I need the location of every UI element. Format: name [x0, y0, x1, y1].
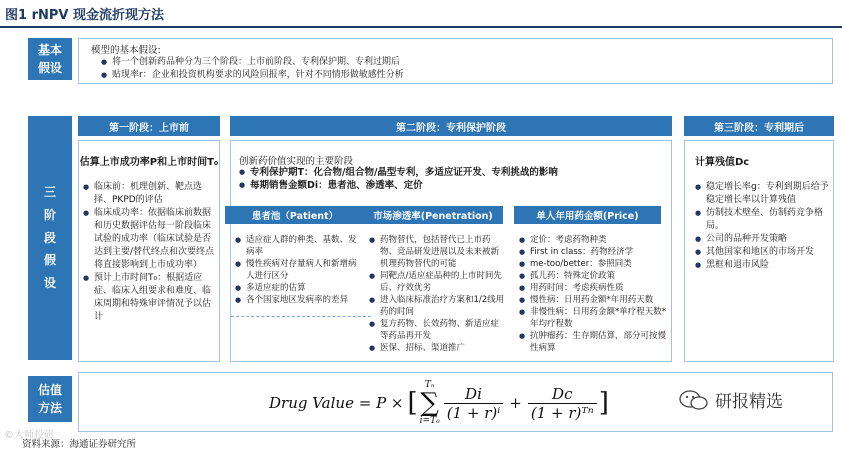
list-item: ● 贴现率r：企业和投资机构要求的风险回报率，针对不同情形做敏感性分析	[101, 69, 821, 82]
source-note: 资料来源：海通证券研究所	[22, 439, 137, 450]
frac2-numerator: Dc	[552, 384, 573, 403]
list-item: ● 药物替代，包括替代已上市药物、竞品研发进展以及未来被新机理药物替代的可能	[369, 234, 505, 270]
valuation-label: 估值 方法	[28, 376, 72, 422]
phase3-list	[695, 181, 829, 272]
list-item: ● 同靶点/适应症品种的上市时间先后、疗效优劣	[369, 270, 505, 294]
phase2-title: 第二阶段：专利保护阶段	[230, 116, 672, 136]
valuation-panel	[78, 372, 833, 432]
phase2-list	[239, 166, 667, 192]
list-item: ● 稳定增长率g：专利到期后给予稳定增长率以计算残值	[695, 181, 829, 207]
list-item: ● 适应症人群的种类、基数、发病率	[235, 234, 359, 258]
list-item: ● 非慢性病：日用药金额*单疗程天数*年均疗程数	[519, 306, 669, 330]
watermark	[679, 387, 783, 412]
frac1-numerator: Di	[465, 384, 482, 403]
plus-sign: +	[509, 394, 522, 412]
title-divider	[0, 26, 842, 28]
sigma-icon: ∑	[420, 388, 439, 418]
patient-pool-list	[235, 234, 359, 306]
list-item: ● 专利保护期T：化合物/组合物/晶型专利，多适应证开发、专利挑战的影响	[239, 166, 667, 179]
patient-pool-header: 患者池（Patient）	[225, 206, 365, 224]
list-item: ● 将一个创新药品种分为三个阶段：上市前阶段、专利保护期、专利过期后	[101, 56, 821, 69]
bracket-close: ]	[598, 388, 609, 418]
wechat-icon	[679, 389, 709, 411]
basic-assumption-label: 基本 假设	[28, 38, 72, 80]
figure-title: 图1 rNPV 现金流折现方法	[5, 8, 164, 23]
summation	[420, 380, 440, 426]
phase3-title: 第三阶段：专利期后	[684, 116, 834, 136]
bracket-open: [	[407, 388, 418, 418]
phase3-panel	[684, 140, 834, 362]
list-item: ● 孤儿药：特殊定价政策	[519, 270, 669, 282]
phase3-heading: 计算残值Dc	[695, 157, 750, 168]
divider	[231, 316, 371, 317]
fraction-dc	[528, 385, 597, 422]
list-item: ● 用药时间：考虑疾病性质	[519, 282, 669, 294]
sum-upper: Tₙ	[424, 380, 435, 390]
phase1-panel	[78, 140, 220, 362]
phase1-title: 第一阶段：上市前	[78, 116, 220, 136]
list-item: ● 公司的品种开发策略	[695, 233, 829, 246]
list-item: ● 进入临床标准治疗方案和1/2线用药的时间	[369, 294, 505, 318]
list-item: ● 定价：考虑药物种类	[519, 234, 669, 246]
list-item: ● 各个国家地区发病率的差异	[235, 294, 359, 306]
formula-lhs: Drug Value = P ×	[269, 394, 404, 412]
phase2-intro: 创新药价值实现的主要阶段	[239, 156, 354, 167]
list-item: ● 临床前：机理创新、靶点选择、PKPD的评估	[83, 181, 217, 207]
list-item: ● 黑框和退市风险	[695, 259, 829, 272]
phase1-list	[83, 181, 217, 324]
watermark-text: 研报精选	[715, 392, 783, 412]
watermark-left: ©大师投研	[4, 430, 54, 441]
list-item: ● 医保、招标、渠道推广	[369, 342, 505, 354]
list-item: ● 每期销售金额Di：患者池、渗透率、定价	[239, 179, 667, 192]
list-item: ● me-too/better：参照同类	[519, 258, 669, 270]
list-item: ● 预计上市时间T₀：根据适应症、临床入组要求和难度、临床周期和特殊审评情况予以估计	[83, 272, 217, 324]
penetration-list	[369, 234, 505, 354]
list-item: ● 仿制技术壁垒、仿制药竞争格局。	[695, 207, 829, 233]
list-item: ● 临床成功率：依据临床前数据和历史数据评估每一阶段临床试验的成功率（临床试验是否达到主要/替代终点和次要终点将直接影响到上市成功率）	[83, 207, 217, 272]
price-list	[519, 234, 669, 354]
basic-assumption-panel	[78, 38, 833, 84]
list-item: ● 慢性疾病对存量病人和新增病人进行区分	[235, 258, 359, 282]
frac2-denominator: (1 + r)ᵀⁿ	[528, 403, 597, 422]
list-item: ● 多适应症的估算	[235, 282, 359, 294]
frac1-denominator: (1 + r)ⁱ	[444, 403, 504, 422]
basic-assumption-header: 模型的基本假设:	[91, 45, 161, 56]
list-item: ● 复方药物、长效药物、新适应症等药品再开发	[369, 318, 505, 342]
fraction-di	[444, 385, 504, 422]
penetration-header: 市场渗透率(Penetration)	[363, 206, 503, 224]
basic-assumption-list	[101, 56, 821, 82]
sum-lower: i=T₀	[419, 416, 440, 426]
list-item: ● 慢性病：日用药金额*年用药天数	[519, 294, 669, 306]
price-header: 单人年用药金额(Price)	[514, 206, 661, 224]
phase1-heading: 估算上市成功率P和上市时间T₀	[79, 157, 219, 168]
list-item: ● First in class：药物经济学	[519, 246, 669, 258]
list-item: ● 抗肿瘤药：生存期估算，部分可按慢性病算	[519, 330, 669, 354]
list-item: ● 其他国家和地区的市场开发	[695, 246, 829, 259]
drug-value-formula	[269, 377, 609, 429]
three-stage-label: 三 阶 段 假 设	[28, 116, 72, 360]
phase2-panel	[230, 140, 672, 362]
